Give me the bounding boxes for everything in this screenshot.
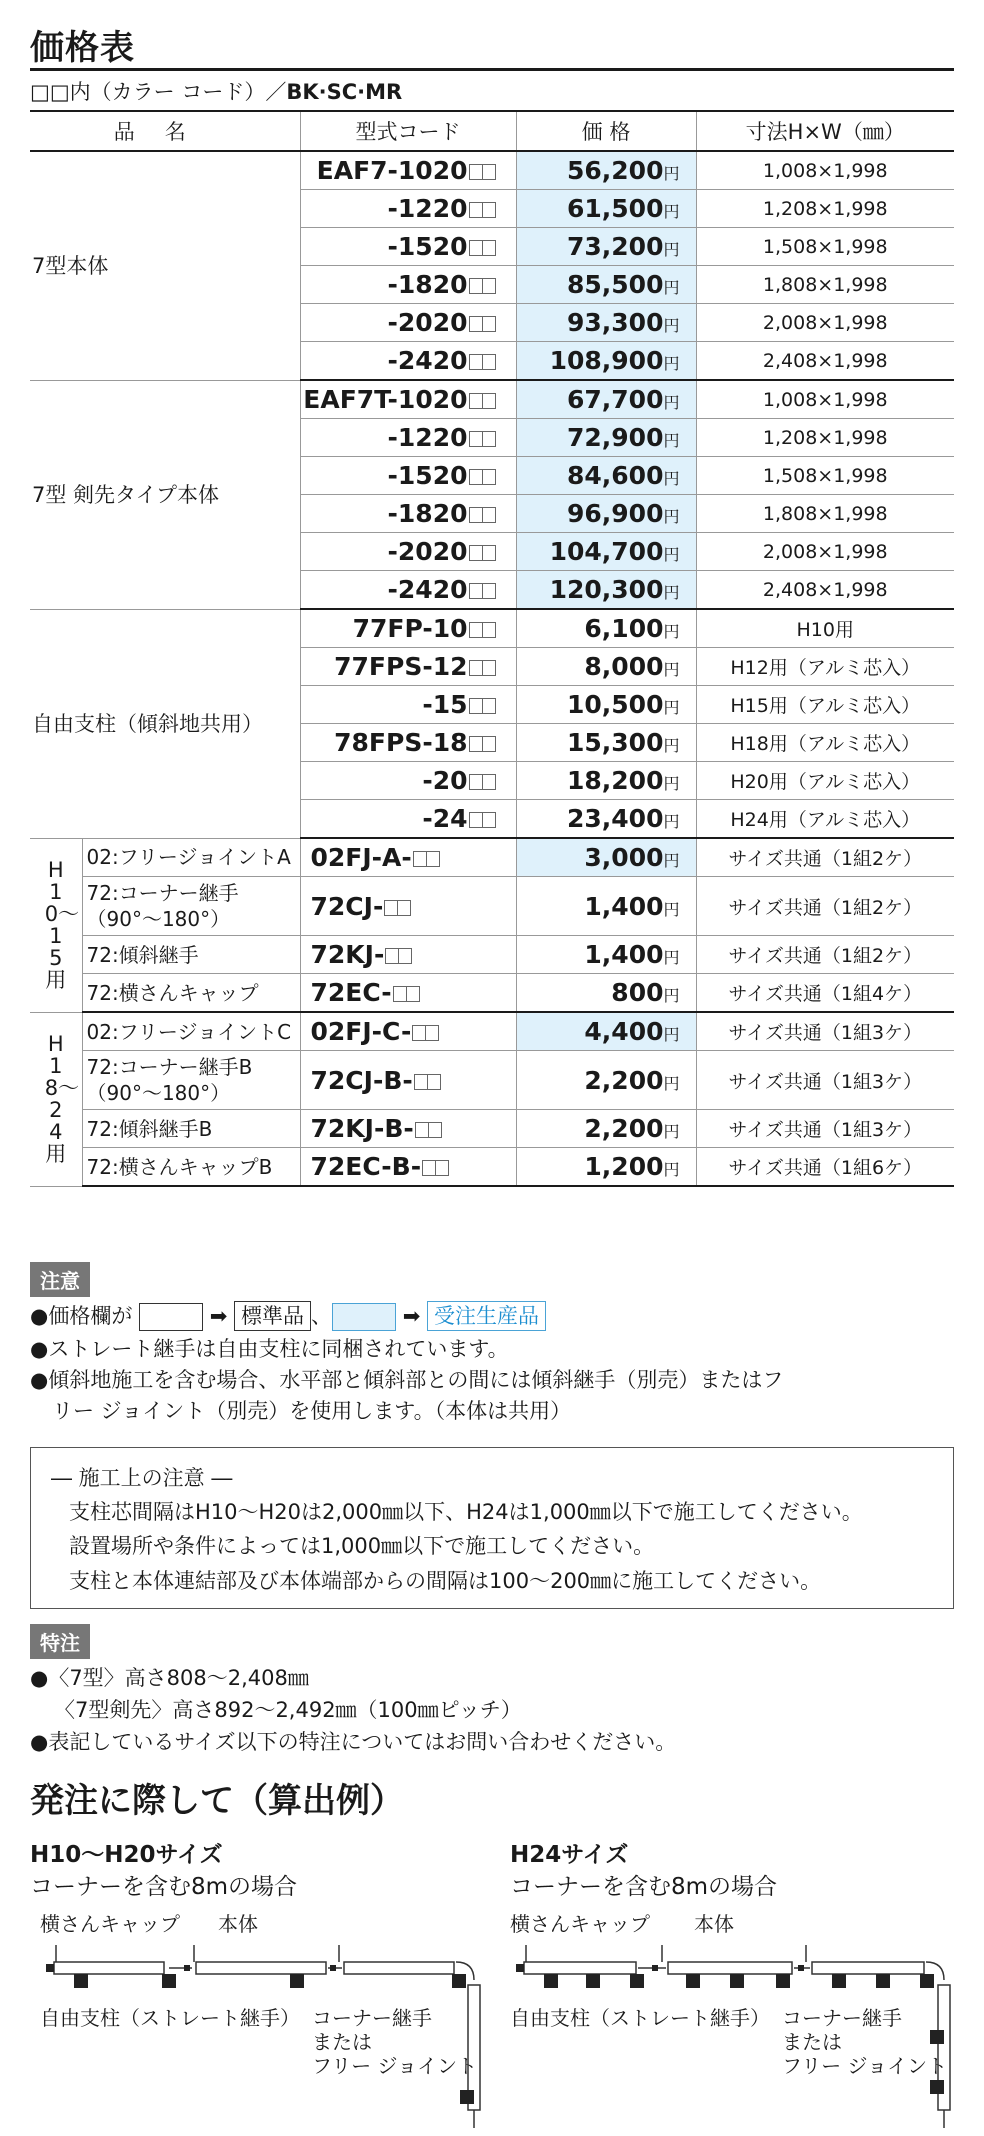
price-cell xyxy=(516,800,696,839)
dimension-cell: 2,408×1,998 xyxy=(696,342,954,381)
dimension-cell: 1,008×1,998 xyxy=(696,151,954,190)
price-value: 23,400 xyxy=(567,804,664,833)
construction-line-2: 設置場所や条件によっては1,000㎜以下で施工してください。 xyxy=(69,1534,655,1558)
order-right-subtitle: コーナーを含む8mの場合 xyxy=(510,1874,778,1900)
model-code-text: -1520 xyxy=(387,232,468,261)
color-box xyxy=(482,507,496,523)
price-cell xyxy=(516,1110,696,1148)
table-row xyxy=(30,838,954,877)
table-row xyxy=(30,936,954,974)
color-box xyxy=(469,660,483,676)
arrow-icon: ➡ xyxy=(402,1304,421,1328)
price-cell xyxy=(516,380,696,419)
color-box xyxy=(435,1160,449,1176)
color-box xyxy=(482,393,496,409)
note-line-2: ●ストレート継手は自由支柱に同梱されています。 xyxy=(30,1337,509,1361)
price-cell xyxy=(516,495,696,533)
table-row xyxy=(30,1051,954,1110)
color-box xyxy=(469,583,483,599)
yen-unit: 円 xyxy=(663,583,680,602)
legend-sep: 、 xyxy=(311,1304,332,1328)
group-name: 7型 剣先タイプ本体 xyxy=(30,380,300,609)
price-cell xyxy=(516,1051,696,1110)
color-box xyxy=(469,202,483,218)
order-right-title: H24サイズ xyxy=(510,1842,629,1868)
color-box xyxy=(469,774,483,790)
model-code xyxy=(300,800,516,839)
table-row xyxy=(30,1012,954,1051)
model-code-text: 78FPS-18 xyxy=(334,728,468,757)
special-line-1: ●〈7型〉高さ808〜2,408㎜ xyxy=(30,1666,309,1690)
color-box xyxy=(469,431,483,447)
price-value: 56,200 xyxy=(567,156,664,185)
left-label-post: 自由支柱（ストレート継手） xyxy=(40,2006,300,2030)
dimension-cell: 1,208×1,998 xyxy=(696,190,954,228)
model-code-text: 72EC-B- xyxy=(310,1152,422,1181)
model-code xyxy=(300,686,516,724)
header-code: 型式コード xyxy=(300,111,516,151)
model-code xyxy=(300,533,516,571)
price-value: 120,300 xyxy=(549,575,664,604)
yen-unit: 円 xyxy=(663,393,680,412)
dimension-cell: 2,008×1,998 xyxy=(696,304,954,342)
price-value: 108,900 xyxy=(549,346,664,375)
color-code-line xyxy=(30,76,402,106)
dimension-cell: H10用 xyxy=(696,609,954,648)
group-name: 7型本体 xyxy=(30,151,300,380)
price-cell xyxy=(516,342,696,381)
price-value: 104,700 xyxy=(549,537,664,566)
model-code xyxy=(300,1051,516,1110)
model-code-text: 72CJ- xyxy=(310,891,384,921)
price-value: 93,300 xyxy=(567,308,664,337)
construction-line-3: 支柱と本体連結部及び本体端部からの間隔は100〜200㎜に施工してください。 xyxy=(69,1569,822,1593)
model-code-text: -2020 xyxy=(387,537,468,566)
color-box xyxy=(469,812,483,828)
header-price: 価 格 xyxy=(516,111,696,151)
model-code-text: 02FJ-A- xyxy=(310,843,412,872)
model-code xyxy=(300,1148,516,1187)
color-box xyxy=(414,1074,428,1090)
model-code xyxy=(300,648,516,686)
color-box xyxy=(482,240,496,256)
yen-unit: 円 xyxy=(663,278,680,297)
color-box xyxy=(482,545,496,561)
price-cell xyxy=(516,1012,696,1051)
yen-unit: 円 xyxy=(663,1160,680,1179)
dimension-cell: 1,208×1,998 xyxy=(696,419,954,457)
price-cell xyxy=(516,686,696,724)
model-code xyxy=(300,457,516,495)
yen-unit: 円 xyxy=(663,774,680,793)
price-value: 6,100 xyxy=(584,614,664,643)
price-cell xyxy=(516,266,696,304)
color-box xyxy=(482,164,496,180)
price-cell xyxy=(516,1148,696,1187)
yen-unit: 円 xyxy=(663,899,680,919)
model-code xyxy=(300,936,516,974)
price-cell xyxy=(516,838,696,877)
dimension-cell: 1,808×1,998 xyxy=(696,495,954,533)
color-box xyxy=(384,900,398,916)
color-box xyxy=(393,986,407,1002)
special-line-2: 〈7型剣先〉高さ892〜2,492㎜（100㎜ピッチ） xyxy=(54,1698,522,1722)
model-code xyxy=(300,419,516,457)
dimension-cell: サイズ共通（1組2ケ） xyxy=(696,877,954,936)
part-name: 72:傾斜継手 xyxy=(82,936,300,974)
part-name: 72:傾斜継手B xyxy=(82,1110,300,1148)
price-cell xyxy=(516,571,696,610)
color-box xyxy=(413,851,427,867)
color-box xyxy=(397,900,411,916)
yen-unit: 円 xyxy=(663,1122,680,1141)
color-box xyxy=(469,545,483,561)
special-tag: 特注 xyxy=(30,1624,90,1659)
color-box xyxy=(482,278,496,294)
yen-unit: 円 xyxy=(663,986,680,1005)
color-box xyxy=(427,1074,441,1090)
model-code-text: -1220 xyxy=(387,194,468,223)
model-code-text: -2420 xyxy=(387,575,468,604)
price-cell xyxy=(516,936,696,974)
dimension-cell: 1,808×1,998 xyxy=(696,266,954,304)
dimension-cell: H12用（アルミ芯入） xyxy=(696,648,954,686)
color-box xyxy=(482,354,496,370)
part-name: 72:コーナー継手（90°〜180°） xyxy=(82,877,300,936)
notes-tag: 注意 xyxy=(30,1262,90,1297)
color-box xyxy=(385,948,399,964)
note-line-3: ●傾斜地施工を含む場合、水平部と傾斜部との間には傾斜継手（別売）またはフ xyxy=(30,1368,784,1392)
yen-unit: 円 xyxy=(663,431,680,450)
yen-unit: 円 xyxy=(663,240,680,259)
yen-unit: 円 xyxy=(663,1073,680,1093)
color-box xyxy=(469,278,483,294)
yen-unit: 円 xyxy=(663,469,680,488)
group-name: 自由支柱（傾斜地共用） xyxy=(30,609,300,838)
right-label-corner-2: または xyxy=(782,2030,842,2054)
model-code xyxy=(300,571,516,610)
model-code-text: -2020 xyxy=(387,308,468,337)
color-box xyxy=(398,948,412,964)
color-box xyxy=(482,469,496,485)
color-box xyxy=(469,507,483,523)
dimension-cell: H20用（アルミ芯入） xyxy=(696,762,954,800)
yen-unit: 円 xyxy=(663,316,680,335)
color-box xyxy=(469,622,483,638)
model-code-text: 77FP-10 xyxy=(352,614,468,643)
model-code-text: -1820 xyxy=(387,499,468,528)
price-value: 1,400 xyxy=(584,940,664,969)
color-box xyxy=(469,698,483,714)
color-box xyxy=(412,1025,426,1041)
model-code xyxy=(300,762,516,800)
model-code xyxy=(300,877,516,936)
price-cell xyxy=(516,724,696,762)
dimension-cell: H15用（アルミ芯入） xyxy=(696,686,954,724)
price-cell xyxy=(516,877,696,936)
legend-ord-swatch xyxy=(332,1303,396,1331)
color-box xyxy=(482,622,496,638)
yen-unit: 円 xyxy=(663,622,680,641)
right-label-post: 自由支柱（ストレート継手） xyxy=(510,2006,770,2030)
order-section-title: 発注に際して（算出例） xyxy=(30,1781,404,1821)
model-code xyxy=(300,190,516,228)
model-code-text: EAF7-1020 xyxy=(316,156,468,185)
price-value: 8,000 xyxy=(584,652,664,681)
joint-group-label xyxy=(30,1012,82,1186)
color-box xyxy=(469,354,483,370)
model-code-text: 77FPS-12 xyxy=(334,652,468,681)
dimension-cell: 1,508×1,998 xyxy=(696,228,954,266)
part-name: 02:フリージョイントC xyxy=(82,1012,300,1051)
table-row xyxy=(30,974,954,1013)
legend-std-swatch xyxy=(139,1303,203,1331)
table-row xyxy=(30,151,954,190)
color-box xyxy=(426,851,440,867)
color-codes: BK·SC·MR xyxy=(286,80,403,104)
model-code-text: -1220 xyxy=(387,423,468,452)
color-box xyxy=(469,240,483,256)
model-code-text: 72CJ-B- xyxy=(310,1065,413,1095)
color-box xyxy=(469,393,483,409)
right-label-corner-3: フリー ジョイント xyxy=(782,2054,948,2078)
model-code xyxy=(300,495,516,533)
model-code-text: -24 xyxy=(422,804,468,833)
model-code xyxy=(300,266,516,304)
model-code-text: 72KJ-B- xyxy=(310,1114,414,1143)
color-box xyxy=(482,736,496,752)
model-code xyxy=(300,974,516,1013)
yen-unit: 円 xyxy=(663,660,680,679)
left-label-corner-3: フリー ジョイント xyxy=(312,2054,478,2078)
dimension-cell: サイズ共通（1組3ケ） xyxy=(696,1012,954,1051)
dimension-cell: H24用（アルミ芯入） xyxy=(696,800,954,839)
color-code-prefix: □□内（カラー コード）／ xyxy=(30,80,287,104)
part-name: 72:横さんキャップ xyxy=(82,974,300,1013)
model-code xyxy=(300,1110,516,1148)
price-value: 72,900 xyxy=(567,423,664,452)
color-box xyxy=(482,202,496,218)
yen-unit: 円 xyxy=(663,698,680,717)
yen-unit: 円 xyxy=(663,164,680,183)
dimension-cell: サイズ共通（1組3ケ） xyxy=(696,1051,954,1110)
price-value: 67,700 xyxy=(567,385,664,414)
price-cell xyxy=(516,228,696,266)
table-row xyxy=(30,609,954,648)
left-label-corner-1: コーナー継手 xyxy=(312,2006,432,2030)
color-box xyxy=(482,660,496,676)
dimension-cell: サイズ共通（1組2ケ） xyxy=(696,936,954,974)
dimension-cell: サイズ共通（1組2ケ） xyxy=(696,838,954,877)
price-value: 15,300 xyxy=(567,728,664,757)
model-code xyxy=(300,724,516,762)
price-cell xyxy=(516,190,696,228)
part-name: 72:横さんキャップB xyxy=(82,1148,300,1187)
model-code xyxy=(300,151,516,190)
model-code-text: EAF7T-1020 xyxy=(303,385,468,414)
color-box xyxy=(469,469,483,485)
color-box xyxy=(482,812,496,828)
table-row xyxy=(30,1148,954,1187)
dimension-cell: 2,408×1,998 xyxy=(696,571,954,610)
dimension-cell: サイズ共通（1組3ケ） xyxy=(696,1110,954,1148)
arrow-icon: ➡ xyxy=(209,1304,228,1328)
construction-line-1: 支柱芯間隔はH10〜H20は2,000㎜以下、H24は1,000㎜以下で施工してください。 xyxy=(69,1500,863,1524)
construction-title: ― 施工上の注意 ― xyxy=(51,1466,233,1490)
table-header-row xyxy=(30,111,954,151)
price-cell xyxy=(516,762,696,800)
color-box xyxy=(469,736,483,752)
color-box xyxy=(482,431,496,447)
left-label-corner-2: または xyxy=(312,2030,372,2054)
model-code xyxy=(300,342,516,381)
special-line-3: ●表記しているサイズ以下の特注についてはお問い合わせください。 xyxy=(30,1730,677,1754)
joint-group-label-text: H18〜24用 xyxy=(44,1032,80,1166)
color-box xyxy=(482,583,496,599)
right-label-body: 本体 xyxy=(694,1912,734,1936)
order-left-subtitle: コーナーを含む8mの場合 xyxy=(30,1874,298,1900)
header-name: 品名 xyxy=(30,111,300,151)
construction-notice-box xyxy=(30,1447,954,1609)
price-value: 3,000 xyxy=(584,843,664,872)
table-row xyxy=(30,380,954,419)
table-row xyxy=(30,1110,954,1148)
color-box xyxy=(415,1122,429,1138)
price-cell xyxy=(516,151,696,190)
joint-group-label xyxy=(30,838,82,1012)
price-value: 10,500 xyxy=(567,690,664,719)
order-left-title: H10〜H20サイズ xyxy=(30,1842,223,1868)
color-box xyxy=(482,698,496,714)
model-code-text: -15 xyxy=(422,690,468,719)
price-cell xyxy=(516,974,696,1013)
model-code xyxy=(300,228,516,266)
yen-unit: 円 xyxy=(663,736,680,755)
price-value: 96,900 xyxy=(567,499,664,528)
price-value: 1,200 xyxy=(584,1152,664,1181)
header-dim: 寸法H×W（㎜） xyxy=(696,111,954,151)
model-code xyxy=(300,1012,516,1051)
yen-unit: 円 xyxy=(663,851,680,870)
left-label-body: 本体 xyxy=(218,1912,258,1936)
dimension-cell: 1,008×1,998 xyxy=(696,380,954,419)
color-box xyxy=(406,986,420,1002)
yen-unit: 円 xyxy=(663,354,680,373)
price-value: 2,200 xyxy=(584,1065,664,1095)
price-value: 1,400 xyxy=(584,891,664,921)
left-label-cap: 横さんキャップ xyxy=(40,1912,180,1936)
dimension-cell: 1,508×1,998 xyxy=(696,457,954,495)
yen-unit: 円 xyxy=(663,545,680,564)
legend-ord-label: 受注生産品 xyxy=(427,1301,546,1331)
color-box xyxy=(482,316,496,332)
color-box xyxy=(422,1160,436,1176)
model-code-text: 72KJ- xyxy=(310,940,385,969)
legend-prefix: ●価格欄が xyxy=(30,1304,133,1328)
yen-unit: 円 xyxy=(663,507,680,526)
price-table xyxy=(30,110,954,1187)
yen-unit: 円 xyxy=(663,202,680,221)
legend-line xyxy=(30,1301,960,1331)
model-code-text: -1520 xyxy=(387,461,468,490)
note-line-4: リー ジョイント（別売）を使用します。（本体は共用） xyxy=(52,1399,572,1423)
price-cell xyxy=(516,304,696,342)
right-label-cap: 横さんキャップ xyxy=(510,1912,650,1936)
dimension-cell: 2,008×1,998 xyxy=(696,533,954,571)
title-rule xyxy=(30,68,954,71)
price-cell xyxy=(516,533,696,571)
price-value: 85,500 xyxy=(567,270,664,299)
yen-unit: 円 xyxy=(663,948,680,967)
price-value: 4,400 xyxy=(584,1017,664,1046)
yen-unit: 円 xyxy=(663,812,680,831)
dimension-cell: サイズ共通（1組4ケ） xyxy=(696,974,954,1013)
price-value: 73,200 xyxy=(567,232,664,261)
part-name: 02:フリージョイントA xyxy=(82,838,300,877)
color-box xyxy=(425,1025,439,1041)
part-name: 72:コーナー継手B（90°〜180°） xyxy=(82,1051,300,1110)
legend-std-label: 標準品 xyxy=(234,1301,311,1331)
color-box xyxy=(482,774,496,790)
color-box xyxy=(469,316,483,332)
model-code xyxy=(300,838,516,877)
price-value: 800 xyxy=(611,978,664,1007)
model-code xyxy=(300,609,516,648)
model-code xyxy=(300,304,516,342)
price-value: 18,200 xyxy=(567,766,664,795)
price-cell xyxy=(516,648,696,686)
price-value: 2,200 xyxy=(584,1114,664,1143)
model-code-text: 02FJ-C- xyxy=(310,1017,412,1046)
fence-diagram-right xyxy=(514,1940,964,2130)
color-box xyxy=(428,1122,442,1138)
table-row xyxy=(30,877,954,936)
price-value: 84,600 xyxy=(567,461,664,490)
model-code-text: -2420 xyxy=(387,346,468,375)
price-cell xyxy=(516,419,696,457)
dimension-cell: サイズ共通（1組6ケ） xyxy=(696,1148,954,1187)
price-cell xyxy=(516,457,696,495)
page-title: 価格表 xyxy=(30,28,135,68)
price-cell xyxy=(516,609,696,648)
right-label-corner-1: コーナー継手 xyxy=(782,2006,902,2030)
price-value: 61,500 xyxy=(567,194,664,223)
model-code-text: -1820 xyxy=(387,270,468,299)
yen-unit: 円 xyxy=(663,1025,680,1044)
model-code-text: -20 xyxy=(422,766,468,795)
model-code xyxy=(300,380,516,419)
dimension-cell: H18用（アルミ芯入） xyxy=(696,724,954,762)
model-code-text: 72EC- xyxy=(310,978,392,1007)
fence-diagram-left xyxy=(44,1940,494,2130)
joint-group-label-text: H10〜15用 xyxy=(44,858,80,992)
color-box xyxy=(469,164,483,180)
